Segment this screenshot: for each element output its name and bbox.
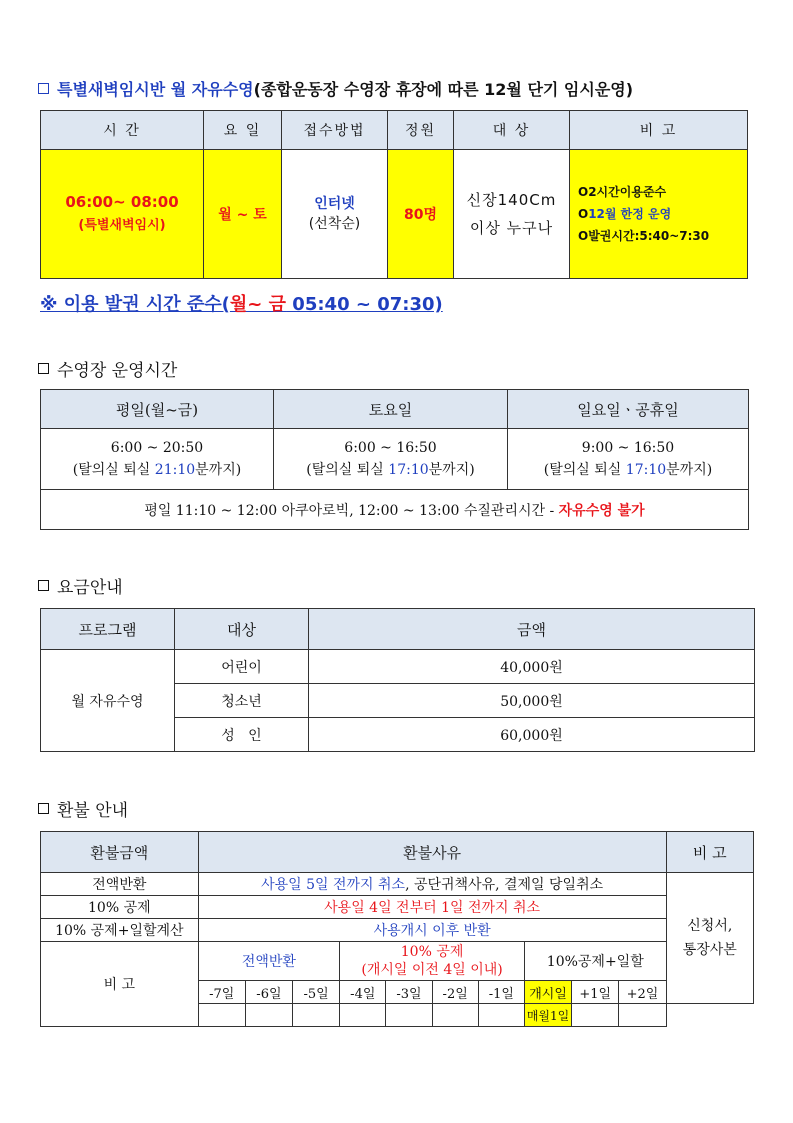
bullet-o-icon: O xyxy=(578,229,589,243)
header-saturday: 토요일 xyxy=(274,390,508,429)
program-name: 월 자유수영 xyxy=(41,650,175,752)
holiday-hours xyxy=(508,429,749,490)
group-10-line-2: (개시일 이전 4일 이내) xyxy=(361,962,503,978)
day-plus-1: +1일 xyxy=(572,981,619,1004)
blank-cell xyxy=(293,1004,340,1027)
reason-highlight: 사용일 5일 전까지 취소 xyxy=(261,877,406,893)
weekday-note xyxy=(41,490,749,530)
section-refund-title xyxy=(38,796,128,821)
refund-daily-amount: 10% 공제+일할계산 xyxy=(41,919,199,942)
daily-note: 매월1일 xyxy=(524,1004,571,1027)
memo-text-3: 발권시간:5:40~7:30 xyxy=(588,229,710,243)
refund-full-amount: 전액반환 xyxy=(41,873,199,896)
bullet-o-icon: O xyxy=(578,185,589,199)
price-youth: 50,000원 xyxy=(309,684,755,718)
reason-rest: , 공단귀책사유, 결제일 당일취소 xyxy=(405,877,604,893)
blank-cell xyxy=(198,1004,245,1027)
special-schedule-table xyxy=(40,110,748,279)
exit-suffix: 분까지) xyxy=(428,462,475,478)
target-adult: 성 인 xyxy=(175,718,309,752)
remark-line-2: 통장사본 xyxy=(682,942,737,958)
holiday-time: 9:00 ~ 16:50 xyxy=(581,440,675,456)
notice-prefix: ※ 이용 발권 시간 준수( xyxy=(40,294,230,315)
day-minus-6: -6일 xyxy=(245,981,292,1004)
header-weekday: 평일(월~금) xyxy=(41,390,274,429)
hours-title: 수영장 운영시간 xyxy=(57,361,178,381)
refund-note-label: 비 고 xyxy=(41,942,199,1027)
header-capacity: 정원 xyxy=(388,111,454,150)
header-memo: 비 고 xyxy=(570,111,748,150)
weekday-time: 6:00 ~ 20:50 xyxy=(110,440,204,456)
exit-time: 17:10 xyxy=(388,462,429,478)
refund-remark xyxy=(666,873,753,1004)
price-adult: 60,000원 xyxy=(309,718,755,752)
special-target-line2: 이상 누구나 xyxy=(469,219,554,237)
exit-time: 17:10 xyxy=(625,462,667,478)
memo-item-3 xyxy=(578,225,747,247)
header-method: 접수방법 xyxy=(282,111,388,150)
note-warning: 자유수영 불가 xyxy=(558,502,645,519)
day-start: 개시일 xyxy=(524,981,571,1004)
day-minus-2: -2일 xyxy=(432,981,478,1004)
ticket-time-notice xyxy=(40,290,443,316)
saturday-hours xyxy=(274,429,508,490)
special-time: 06:00~ 08:00 xyxy=(65,193,179,211)
holiday-exit xyxy=(508,459,748,481)
blank-cell xyxy=(619,1004,666,1027)
group-after: 10%공제+일할 xyxy=(524,942,666,981)
exit-prefix: (탈의실 퇴실 xyxy=(72,462,155,478)
fee-table xyxy=(40,608,755,752)
note-text: 평일 11:10 ~ 12:00 아쿠아로빅, 12:00 ~ 13:00 수질관리시간 - xyxy=(144,502,559,519)
section-hours-title xyxy=(38,356,177,381)
special-method-note: (선착순) xyxy=(308,216,361,232)
notice-days: 월~ 금 xyxy=(229,294,287,315)
header-refund-amount: 환불금액 xyxy=(41,832,199,873)
blank-cell xyxy=(572,1004,619,1027)
day-minus-3: -3일 xyxy=(386,981,432,1004)
exit-prefix: (탈의실 퇴실 xyxy=(543,462,626,478)
header-refund-memo: 비 고 xyxy=(666,832,753,873)
weekday-exit xyxy=(41,459,273,481)
day-plus-2: +2일 xyxy=(619,981,666,1004)
special-time-label: (특별새벽임시) xyxy=(78,218,166,233)
group-full: 전액반환 xyxy=(198,942,340,981)
exit-suffix: 분까지) xyxy=(666,462,713,478)
special-days: 월 ~ 토 xyxy=(204,150,282,279)
special-target-line1: 신장140Cm xyxy=(466,191,557,209)
day-minus-4: -4일 xyxy=(340,981,386,1004)
header-time: 시 간 xyxy=(41,111,204,150)
remark-line-1: 신청서, xyxy=(687,918,733,934)
group-10-line-1: 10% 공제 xyxy=(400,944,464,960)
refund-daily-reason: 사용개시 이후 반환 xyxy=(198,919,666,942)
refund-10-amount: 10% 공제 xyxy=(41,896,199,919)
special-capacity: 80명 xyxy=(388,150,454,279)
checkbox-square-icon xyxy=(38,83,49,94)
blank-cell xyxy=(245,1004,292,1027)
refund-10-reason: 사용일 4일 전부터 1일 전까지 취소 xyxy=(198,896,666,919)
header-days: 요 일 xyxy=(204,111,282,150)
memo-text-1: 2시간이용준수 xyxy=(588,185,667,199)
special-method-cell xyxy=(282,150,388,279)
price-child: 40,000원 xyxy=(309,650,755,684)
memo-item-1 xyxy=(578,181,747,203)
day-minus-5: -5일 xyxy=(293,981,340,1004)
saturday-exit xyxy=(274,459,507,481)
exit-suffix: 분까지) xyxy=(195,462,242,478)
notice-times: 05:40 ~ 07:30) xyxy=(286,294,443,315)
target-child: 어린이 xyxy=(175,650,309,684)
exit-prefix: (탈의실 퇴실 xyxy=(306,462,389,478)
blank-cell xyxy=(478,1004,524,1027)
exit-time: 21:10 xyxy=(154,462,196,478)
day-minus-1: -1일 xyxy=(478,981,524,1004)
checkbox-square-icon xyxy=(38,803,49,814)
section-special-title xyxy=(38,77,633,100)
saturday-time: 6:00 ~ 16:50 xyxy=(344,440,437,456)
bullet-o-icon: O xyxy=(578,207,589,221)
memo-item-2 xyxy=(578,203,747,225)
blank-cell xyxy=(340,1004,386,1027)
blank-cell xyxy=(386,1004,432,1027)
group-10 xyxy=(340,942,525,981)
operating-hours-table xyxy=(40,389,749,530)
checkbox-square-icon xyxy=(38,363,49,374)
target-youth: 청소년 xyxy=(175,684,309,718)
special-method: 인터넷 xyxy=(314,196,355,212)
section-fee-title xyxy=(38,573,123,598)
header-refund-reason: 환불사유 xyxy=(198,832,666,873)
header-price: 금액 xyxy=(309,609,755,650)
header-target: 대상 xyxy=(175,609,309,650)
special-memo-cell xyxy=(570,150,748,279)
header-holiday: 일요일ㆍ공휴일 xyxy=(508,390,749,429)
blank-cell xyxy=(432,1004,478,1027)
fee-title: 요금안내 xyxy=(57,578,123,598)
header-target: 대 상 xyxy=(454,111,570,150)
day-minus-7: -7일 xyxy=(198,981,245,1004)
refund-table xyxy=(40,831,754,1027)
special-target-cell xyxy=(454,150,570,279)
memo-text-2: 12월 한정 운영 xyxy=(588,207,672,221)
special-title-main: 특별새벽임시반 월 자유수영 xyxy=(57,80,254,99)
refund-full-reason xyxy=(198,873,666,896)
weekday-hours xyxy=(41,429,274,490)
checkbox-square-icon xyxy=(38,580,49,591)
header-program: 프로그램 xyxy=(41,609,175,650)
special-time-cell xyxy=(41,150,204,279)
refund-title: 환불 안내 xyxy=(57,801,129,821)
special-title-sub: (종합운동장 수영장 휴장에 따른 12월 단기 임시운영) xyxy=(253,80,634,99)
